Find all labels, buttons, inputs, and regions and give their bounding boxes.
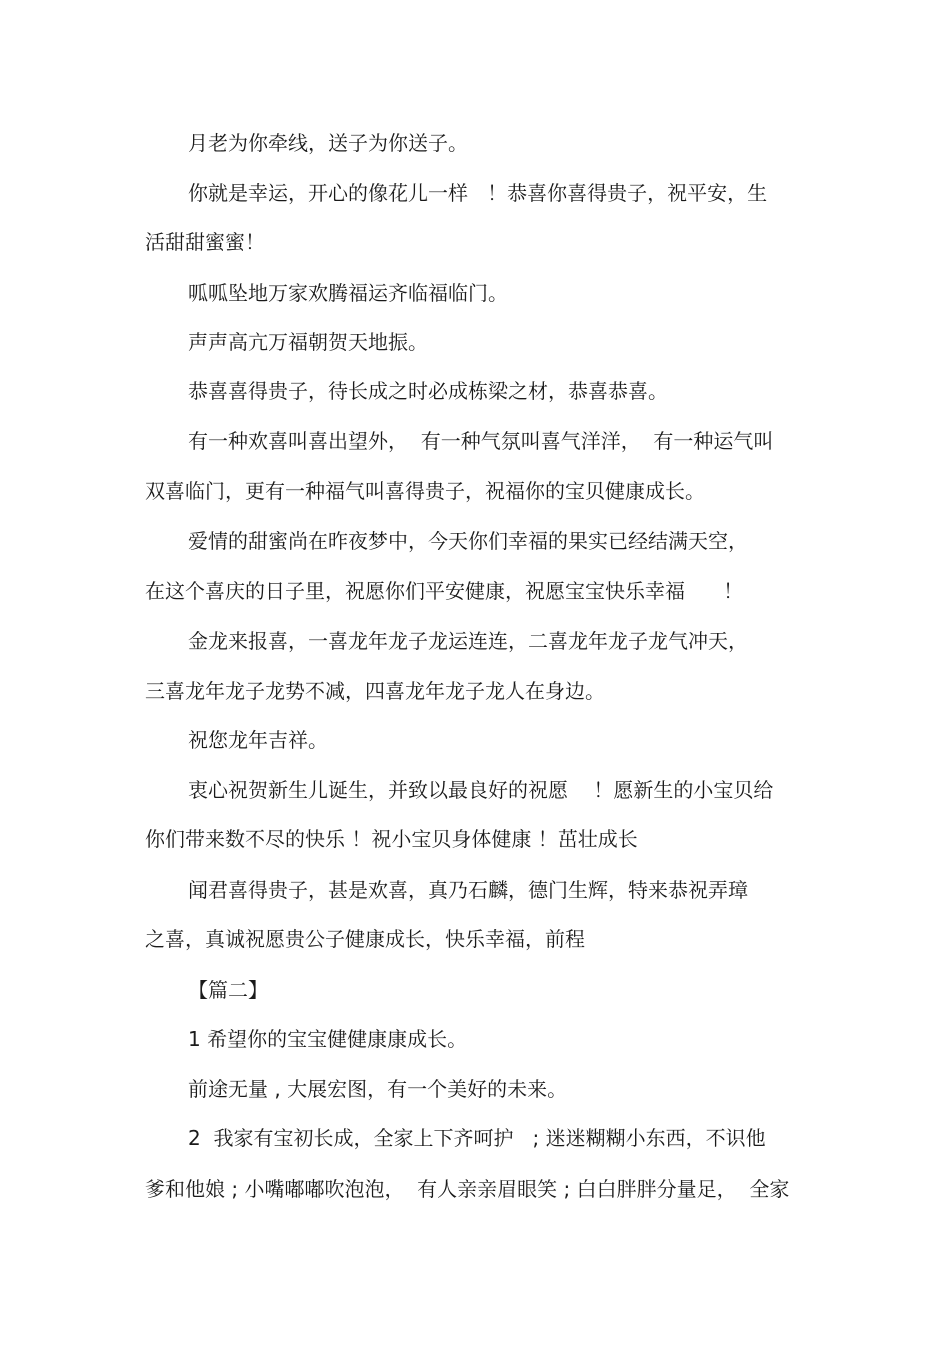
text-line-1: 月老为你牵线，送子为你送子。 xyxy=(188,131,468,155)
text-line-14: 衷心祝贺新生儿诞生，并致以最良好的祝愿 ！愿新生的小宝贝给 xyxy=(188,778,774,802)
text-line-10: 在这个喜庆的日子里，祝愿你们平安健康，祝愿宝宝快乐幸福 ！ xyxy=(145,579,744,603)
text-line-6: 恭喜喜得贵子，待长成之时必成栋梁之材，恭喜恭喜。 xyxy=(188,379,668,403)
text-line-8: 双喜临门，更有一种福气叫喜得贵子，祝福你的宝贝健康成长。 xyxy=(145,479,705,503)
text-line-7: 有一种欢喜叫喜出望外， 有一种气氛叫喜气洋洋， 有一种运气叫 xyxy=(188,429,774,453)
text-line-5: 声声高亢万福朝贺天地振。 xyxy=(188,330,428,354)
text-line-2: 你就是幸运，开心的像花儿一样 ！恭喜你喜得贵子，祝平安，生 xyxy=(188,181,768,205)
text-line-13: 祝您龙年吉祥。 xyxy=(188,728,328,752)
section-heading: 【篇二】 xyxy=(188,978,268,1002)
text-line-15: 你们带来数不尽的快乐 ！祝小宝贝身体健康 ！茁壮成长 xyxy=(145,827,638,851)
text-line-17: 之喜，真诚祝愿贵公子健康成长，快乐幸福，前程 xyxy=(145,927,585,951)
text-line-12: 三喜龙年龙子龙势不减，四喜龙年龙子龙人在身边。 xyxy=(145,679,605,703)
text-line-3: 活甜甜蜜蜜！ xyxy=(145,230,265,254)
text-line-11: 金龙来报喜，一喜龙年龙子龙运连连，二喜龙年龙子龙气冲天， xyxy=(188,629,748,653)
text-line-21: 2 我家有宝初长成，全家上下齐呵护 ; 迷迷糊糊小东西，不识他 xyxy=(188,1126,766,1150)
text-line-22: 爹和他娘 ; 小嘴嘟嘟吹泡泡， 有人亲亲眉眼笑 ; 白白胖胖分量足， 全家 xyxy=(145,1177,790,1201)
text-line-16: 闻君喜得贵子，甚是欢喜，真乃石麟，德门生辉，特来恭祝弄璋 xyxy=(188,878,748,902)
text-line-20: 前途无量 , 大展宏图，有一个美好的未来。 xyxy=(188,1077,568,1101)
text-line-19: 1 希望你的宝宝健健康康成长。 xyxy=(188,1027,468,1051)
text-line-4: 呱呱坠地万家欢腾福运齐临福临门。 xyxy=(188,281,508,305)
text-line-9: 爱情的甜蜜尚在昨夜梦中，今天你们幸福的果实已经结满天空， xyxy=(188,529,748,553)
